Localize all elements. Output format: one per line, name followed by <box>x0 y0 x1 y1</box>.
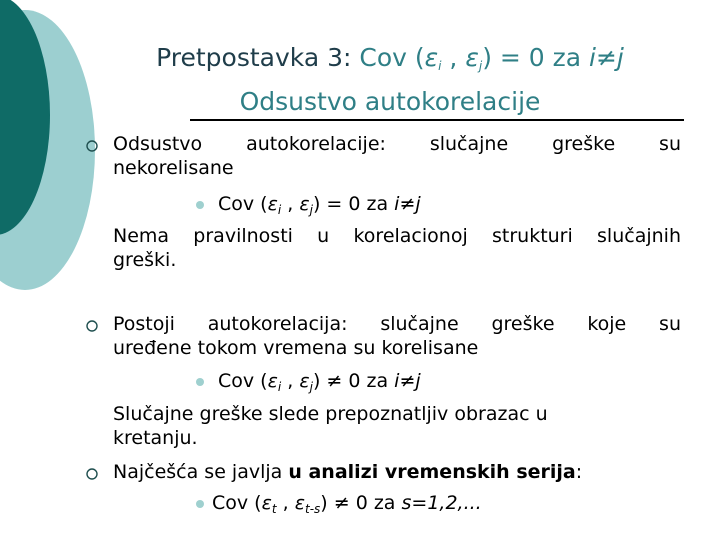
bullet-1-heading-cont: nekorelisane <box>113 157 234 179</box>
sub-bullet-dot-icon <box>194 376 206 388</box>
bullet-2-heading-cont: uređene tokom vremena su korelisane <box>113 337 479 359</box>
bullet-1-heading: Odsustvo autokorelacije: slučajne greške su <box>113 133 681 155</box>
sub-bullet-dot-icon <box>194 199 206 211</box>
bullet-2-note: Slučajne greške slede prepoznatljiv obrazac u kretanju. <box>113 403 548 449</box>
bullet-3-formula: Cov ($\varepsilon_t$ , $\varepsilon_{t-s}) \ne 0$ za s=1,2,... <box>212 492 482 516</box>
bullet-ring-icon <box>84 318 100 334</box>
bullet-1 <box>113 132 681 180</box>
bullet-ring-icon <box>84 138 100 154</box>
bullet-ring-icon <box>84 466 100 482</box>
title-underline <box>190 119 684 121</box>
bullet-3-heading: Najčešća se javlja u analizi vremenskih serija: <box>113 461 583 483</box>
bullet-1-formula: Cov ($\varepsilon_i$ , $\varepsilon_j) = 0$ za i≠j <box>218 193 421 217</box>
bullet-2-heading: Postoji autokorelacija: slučajne greške koje su <box>113 313 681 335</box>
bullet-1-note: Nema pravilnosti u korelacionoj strukturi slučajnih greški. <box>113 225 681 271</box>
title-formula: Cov ($\varepsilon_i$ , $\varepsilon_j) = 0$ za i≠j <box>359 43 624 73</box>
decorative-shapes <box>0 0 120 300</box>
bullet-2 <box>113 312 681 360</box>
sub-bullet-dot-icon <box>194 498 206 510</box>
title-line-1 <box>110 40 670 84</box>
slide-title <box>110 40 670 119</box>
title-line-2: Odsustvo autokorelacije <box>239 87 541 116</box>
title-prefix: Pretpostavka 3: <box>156 43 360 72</box>
bullet-2-formula: Cov ($\varepsilon_i$ , $\varepsilon_j) \ne 0$ za i≠j <box>218 370 421 394</box>
